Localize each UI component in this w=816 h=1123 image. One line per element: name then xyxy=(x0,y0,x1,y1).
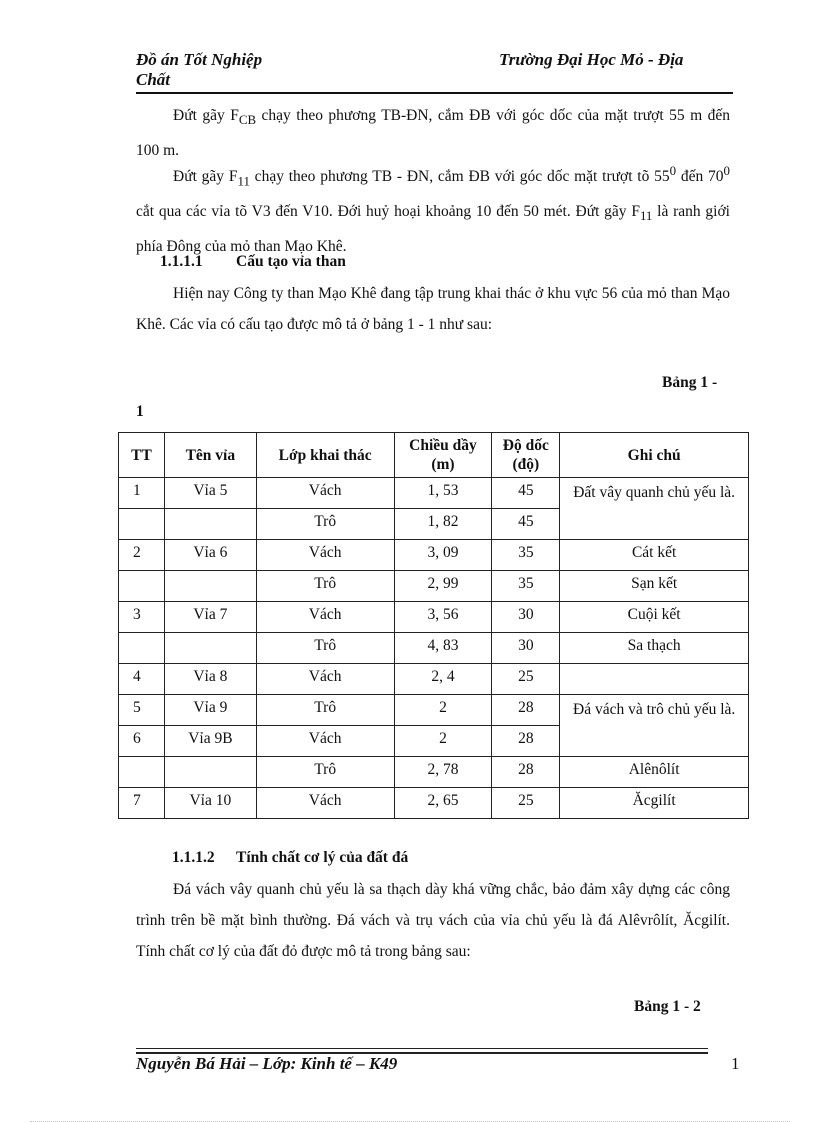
table-header-cell: Tên vỉa xyxy=(164,433,256,478)
table-header-cell: Ghi chú xyxy=(560,433,749,478)
table-cell: 2 xyxy=(394,726,492,757)
para2-subscript-2: 11 xyxy=(639,208,653,224)
table-note-cell: Ăcgilít xyxy=(560,788,749,819)
table2-caption: Bảng 1 - 2 xyxy=(634,998,701,1015)
table-cell: Vách xyxy=(256,602,394,633)
table-cell: 25 xyxy=(492,664,560,695)
table-row xyxy=(119,664,749,695)
page-bottom-dotted-line xyxy=(30,1121,790,1122)
seam-table xyxy=(118,432,749,819)
heading-seam-structure xyxy=(160,252,346,272)
header-left-line2: Chất xyxy=(136,70,171,89)
table-cell: 2 xyxy=(119,540,165,571)
table-cell: 45 xyxy=(492,478,560,509)
table-cell xyxy=(119,571,165,602)
table-cell: Vách xyxy=(256,664,394,695)
table-note-cell: Sa thạch xyxy=(560,633,749,664)
header-left xyxy=(136,50,262,90)
table-cell: Vỉa 5 xyxy=(164,478,256,509)
table-cell xyxy=(119,509,165,540)
table-row xyxy=(119,633,749,664)
table-note-cell: Sạn kết xyxy=(560,571,749,602)
table-note-cell: Đá vách và trô chủ yếu là. xyxy=(560,695,749,757)
para1-text-a: Đứt gãy F xyxy=(173,107,239,124)
table-row xyxy=(119,695,749,726)
heading2-number: 1.1.1.2 xyxy=(172,849,215,866)
para2-superscript-1: 0 xyxy=(669,163,677,178)
table-header-cell: Độ dốc (độ) xyxy=(492,433,560,478)
table-cell: 35 xyxy=(492,571,560,602)
table-header-cell: TT xyxy=(119,433,165,478)
footer-rule-thin xyxy=(136,1048,708,1049)
table-cell: 6 xyxy=(119,726,165,757)
table-row xyxy=(119,602,749,633)
table-row xyxy=(119,757,749,788)
para2-superscript-2: 0 xyxy=(723,163,730,178)
table-note-cell xyxy=(560,664,749,695)
table-cell: 30 xyxy=(492,602,560,633)
table-cell: Vỉa 10 xyxy=(164,788,256,819)
table-cell: Vỉa 9B xyxy=(164,726,256,757)
table-cell: 3, 56 xyxy=(394,602,492,633)
table-cell xyxy=(119,757,165,788)
heading1-title: Cấu tạo vỉa than xyxy=(236,253,346,270)
table-cell: Vỉa 7 xyxy=(164,602,256,633)
table-cell: Vách xyxy=(256,788,394,819)
page-number: 1 xyxy=(731,1054,740,1073)
table-cell: 45 xyxy=(492,509,560,540)
para2-text-c: đến 70 xyxy=(676,168,724,186)
para2-text-b: chạy theo phương TB - ĐN, cắm ĐB với góc dốc mặt trượt tõ 55 xyxy=(249,168,670,186)
heading1-number: 1.1.1.1 xyxy=(160,253,203,270)
header-rule xyxy=(136,92,733,94)
table-row xyxy=(119,540,749,571)
paragraph-seam-intro: Hiện nay Công ty than Mạo Khê đang tập trung khai thác ở khu vực 56 của mỏ than Mạo Khê. Các vỉa có cấu tạo được mô tả ở bảng 1 - 1 như sau: xyxy=(136,285,730,333)
table-cell: 28 xyxy=(492,757,560,788)
table-cell: 2, 99 xyxy=(394,571,492,602)
table-cell: Vỉa 6 xyxy=(164,540,256,571)
table-cell: 2, 4 xyxy=(394,664,492,695)
table-cell: 4 xyxy=(119,664,165,695)
table-cell: Trô xyxy=(256,695,394,726)
paragraph-rock-properties: Đá vách vây quanh chủ yếu là sa thạch dày khá vững chắc, bảo đảm xây dựng các công trình trên bề mặt bình thường. Đá vách và trụ vách của vỉa chủ yếu là đá Alêvrôlít, Ăcgilít. Tính chất cơ lý của đất đỏ được mô tả trong bảng sau: xyxy=(136,881,730,960)
table-row xyxy=(119,571,749,602)
table-cell xyxy=(164,571,256,602)
table-cell: 2, 78 xyxy=(394,757,492,788)
table-cell: 25 xyxy=(492,788,560,819)
table-row xyxy=(119,788,749,819)
heading-rock-properties xyxy=(172,848,408,868)
table-cell: 5 xyxy=(119,695,165,726)
table-cell: 30 xyxy=(492,633,560,664)
para2-text-d: cắt qua các vỉa tõ V3 đến V10. Đới huỷ hoại khoảng 10 đến 50 mét. Đứt gãy F xyxy=(136,203,640,221)
table-note-cell: Alênôlít xyxy=(560,757,749,788)
table1-caption: Bảng 1 - xyxy=(662,374,718,391)
table-cell: 35 xyxy=(492,540,560,571)
para1-subscript: CB xyxy=(238,112,257,128)
table-cell: 28 xyxy=(492,726,560,757)
header-right: Trường Đại Học Mỏ - Địa xyxy=(499,50,684,69)
table-cell: 7 xyxy=(119,788,165,819)
table-note-cell: Đất vây quanh chủ yếu là. xyxy=(560,478,749,540)
footer-author: Nguyễn Bá Hải – Lớp: Kinh tế – K49 xyxy=(136,1054,398,1073)
table-cell: Trô xyxy=(256,757,394,788)
table-note-cell: Cát kết xyxy=(560,540,749,571)
paragraph-fault-f11 xyxy=(136,155,730,262)
para2-text-e: là ranh giới phía Đông của mỏ than Mạo Khê. xyxy=(136,203,730,256)
table-cell: Vỉa 8 xyxy=(164,664,256,695)
table-cell: 2, 65 xyxy=(394,788,492,819)
table-cell: 28 xyxy=(492,695,560,726)
table-cell: 1, 82 xyxy=(394,509,492,540)
table-header-cell: Chiều dầy (m) xyxy=(394,433,492,478)
table-header-cell: Lớp khai thác xyxy=(256,433,394,478)
table-cell: Vách xyxy=(256,478,394,509)
table-cell xyxy=(164,509,256,540)
heading2-title: Tính chất cơ lý của đất đá xyxy=(236,849,409,866)
table-cell: Trô xyxy=(256,509,394,540)
table-cell: Trô xyxy=(256,571,394,602)
table-cell: Vách xyxy=(256,540,394,571)
para2-text-a: Đứt gãy F xyxy=(173,168,238,186)
table-row xyxy=(119,478,749,509)
table-header-row xyxy=(119,433,749,478)
table-cell: 1 xyxy=(119,478,165,509)
table-cell: 1, 53 xyxy=(394,478,492,509)
table-cell xyxy=(164,757,256,788)
table-cell: Trô xyxy=(256,633,394,664)
para1-text-b: chạy theo phương TB-ĐN, cắm ĐB với góc dốc của mặt trượt 55 m đến 100 m. xyxy=(136,107,730,160)
table-cell xyxy=(119,633,165,664)
para2-subscript-1: 11 xyxy=(237,173,250,189)
table-note-cell: Cuội kết xyxy=(560,602,749,633)
table-cell xyxy=(164,633,256,664)
table-cell: Vỉa 9 xyxy=(164,695,256,726)
table-cell: 4, 83 xyxy=(394,633,492,664)
table-cell: 2 xyxy=(394,695,492,726)
header-left-line1: Đồ án Tốt Nghiệp xyxy=(136,50,263,69)
table-cell: Vách xyxy=(256,726,394,757)
table1-caption-line2: 1 xyxy=(136,403,144,420)
table-cell: 3 xyxy=(119,602,165,633)
table-cell: 3, 09 xyxy=(394,540,492,571)
